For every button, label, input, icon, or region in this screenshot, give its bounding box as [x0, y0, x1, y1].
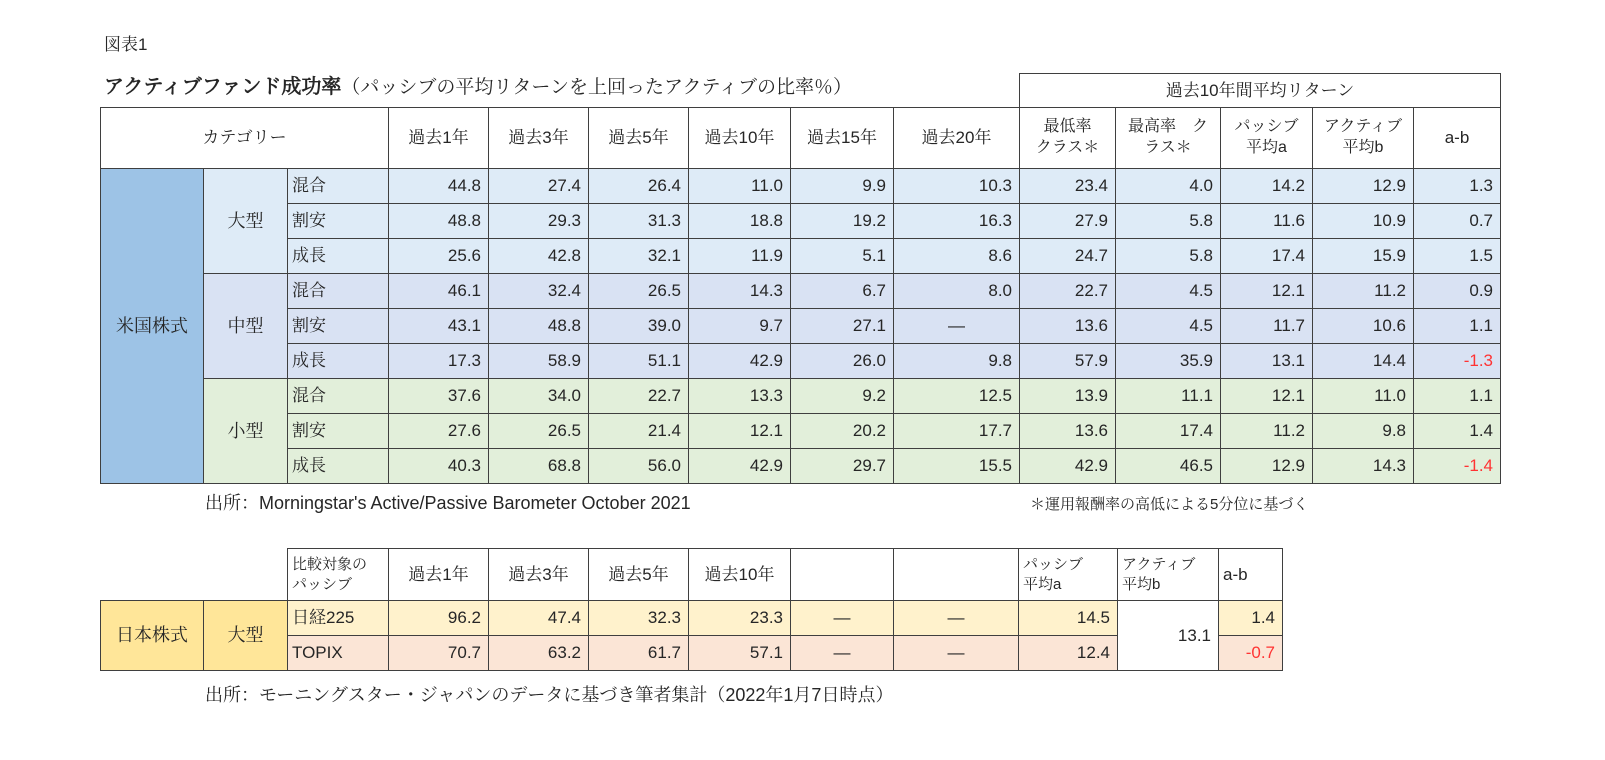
region-cell: 米国株式	[101, 169, 204, 484]
table-row	[101, 204, 1501, 239]
column-header-a-minus-b: a-b	[1219, 549, 1283, 601]
header-line: パッシブ	[1023, 556, 1084, 573]
us-span-header-row	[101, 74, 1501, 108]
source-note-jp: 出所：モーニングスター・ジャパンのデータに基づき筆者集計（2022年1月7日時点）	[205, 685, 894, 705]
column-header-past3y: 過去3年	[489, 108, 589, 169]
column-header-lowest-fee-class	[1020, 108, 1116, 169]
value-cell: 18.8	[689, 204, 791, 239]
value-cell: 8.6	[894, 239, 1020, 274]
fee-quintile-footnote: ＊運用報酬率の高低による5分位に基づく	[1030, 496, 1309, 513]
value-cell: 9.9	[791, 169, 894, 204]
us-equity-table	[100, 73, 1501, 484]
value-cell: 29.7	[791, 449, 894, 484]
value-cell: 15.9	[1313, 239, 1414, 274]
value-cell: 96.2	[389, 601, 489, 636]
value-cell: —	[894, 601, 1019, 636]
column-header-blank-2	[894, 549, 1019, 601]
value-cell: 46.5	[1116, 449, 1221, 484]
column-header-past10y: 過去10年	[689, 108, 791, 169]
benchmark-cell: 日経225	[288, 601, 389, 636]
header-line: ラス＊	[1144, 139, 1192, 156]
value-cell: 35.9	[1116, 344, 1221, 379]
value-cell: 14.3	[1313, 449, 1414, 484]
us-column-header-row	[101, 108, 1501, 169]
value-cell: 19.2	[791, 204, 894, 239]
table-row	[101, 414, 1501, 449]
size-cell: 中型	[204, 274, 288, 379]
column-header-active-avg	[1118, 549, 1219, 601]
value-cell: 10.9	[1313, 204, 1414, 239]
value-cell: 14.2	[1221, 169, 1313, 204]
value-cell: 22.7	[589, 379, 689, 414]
value-cell: 5.1	[791, 239, 894, 274]
region-cell: 日本株式	[101, 601, 204, 671]
header-line: パッシブ	[1234, 118, 1299, 136]
value-cell: 13.9	[1020, 379, 1116, 414]
value-cell: 10.6	[1313, 309, 1414, 344]
value-cell: 26.4	[589, 169, 689, 204]
value-cell: 14.3	[689, 274, 791, 309]
value-cell: 12.4	[1019, 636, 1118, 671]
value-cell: 24.7	[1020, 239, 1116, 274]
value-cell: -1.3	[1414, 344, 1501, 379]
value-cell: 11.2	[1221, 414, 1313, 449]
value-cell: 9.8	[894, 344, 1020, 379]
header-line: 最高率 ク	[1127, 118, 1208, 136]
value-cell: 1.3	[1414, 169, 1501, 204]
value-cell: 4.5	[1116, 309, 1221, 344]
ten-year-avg-return-span-header: 過去10年間平均リターン	[1020, 74, 1501, 108]
category-header: カテゴリー	[101, 108, 389, 169]
jp-header-spacer	[101, 549, 288, 601]
value-cell: 12.9	[1221, 449, 1313, 484]
value-cell: 23.3	[689, 601, 791, 636]
style-cell: 混合	[288, 274, 389, 309]
header-line: 平均b	[1122, 575, 1161, 593]
value-cell: 27.6	[389, 414, 489, 449]
value-cell: 17.4	[1116, 414, 1221, 449]
table-row	[101, 344, 1501, 379]
span-header-spacer	[101, 74, 1020, 108]
size-cell: 大型	[204, 169, 288, 274]
table-row	[101, 449, 1501, 484]
value-cell: 70.7	[389, 636, 489, 671]
value-cell: 32.1	[589, 239, 689, 274]
value-cell: 11.7	[1221, 309, 1313, 344]
value-cell: 11.6	[1221, 204, 1313, 239]
value-cell: 13.6	[1020, 309, 1116, 344]
value-cell: 9.7	[689, 309, 791, 344]
value-cell: 27.4	[489, 169, 589, 204]
value-cell: 27.1	[791, 309, 894, 344]
value-cell: 9.2	[791, 379, 894, 414]
header-line: パッシブ	[292, 575, 353, 593]
merged-active-avg-cell: 13.1	[1118, 601, 1219, 671]
column-header-passive-avg	[1221, 108, 1313, 169]
value-cell: —	[791, 601, 894, 636]
size-cell: 大型	[204, 601, 288, 671]
jp-column-header-row	[101, 549, 1283, 601]
value-cell: —	[894, 636, 1019, 671]
value-cell: 1.1	[1414, 309, 1501, 344]
benchmark-cell: TOPIX	[288, 636, 389, 671]
size-cell: 小型	[204, 379, 288, 484]
column-header-past10y: 過去10年	[689, 549, 791, 601]
value-cell: 11.1	[1116, 379, 1221, 414]
value-cell: 13.3	[689, 379, 791, 414]
value-cell: 42.9	[689, 344, 791, 379]
header-line: 比較対象の	[292, 556, 368, 573]
column-header-a-minus-b: a-b	[1414, 108, 1501, 169]
value-cell: 1.1	[1414, 379, 1501, 414]
value-cell: 26.0	[791, 344, 894, 379]
value-cell: 5.8	[1116, 239, 1221, 274]
value-cell: 40.3	[389, 449, 489, 484]
value-cell: 32.3	[589, 601, 689, 636]
column-header-benchmark-passive	[288, 549, 389, 601]
value-cell: 0.9	[1414, 274, 1501, 309]
value-cell: 17.7	[894, 414, 1020, 449]
value-cell: 68.8	[489, 449, 589, 484]
table-row	[101, 309, 1501, 344]
value-cell: 21.4	[589, 414, 689, 449]
value-cell: 61.7	[589, 636, 689, 671]
value-cell: 63.2	[489, 636, 589, 671]
ab-value-cell: -0.7	[1219, 636, 1283, 671]
value-cell: 12.1	[1221, 379, 1313, 414]
ab-value-cell: 1.4	[1219, 601, 1283, 636]
value-cell: 1.4	[1414, 414, 1501, 449]
value-cell: 27.9	[1020, 204, 1116, 239]
column-header-blank-1	[791, 549, 894, 601]
style-cell: 成長	[288, 239, 389, 274]
value-cell: 48.8	[489, 309, 589, 344]
value-cell: 46.1	[389, 274, 489, 309]
value-cell: 29.3	[489, 204, 589, 239]
value-cell: 51.1	[589, 344, 689, 379]
figure-label: 図表1	[104, 35, 148, 54]
table-row	[101, 169, 1501, 204]
value-cell: 43.1	[389, 309, 489, 344]
value-cell: 58.9	[489, 344, 589, 379]
value-cell: 10.3	[894, 169, 1020, 204]
value-cell: -1.4	[1414, 449, 1501, 484]
column-header-past1y: 過去1年	[389, 549, 489, 601]
value-cell: 13.6	[1020, 414, 1116, 449]
figure-title-paren: （パッシブの平均リターンを上回ったアクティブの比率％）	[341, 77, 852, 98]
value-cell: 57.1	[689, 636, 791, 671]
style-cell: 混合	[288, 169, 389, 204]
value-cell: 26.5	[489, 414, 589, 449]
value-cell: 9.8	[1313, 414, 1414, 449]
value-cell: 17.3	[389, 344, 489, 379]
value-cell: —	[894, 309, 1020, 344]
column-header-past1y: 過去1年	[389, 108, 489, 169]
value-cell: 14.5	[1019, 601, 1118, 636]
value-cell: 4.5	[1116, 274, 1221, 309]
value-cell: 8.0	[894, 274, 1020, 309]
value-cell: 15.5	[894, 449, 1020, 484]
header-line: 平均b	[1342, 139, 1384, 156]
value-cell: 48.8	[389, 204, 489, 239]
value-cell: 44.8	[389, 169, 489, 204]
value-cell: 47.4	[489, 601, 589, 636]
value-cell: 42.9	[1020, 449, 1116, 484]
source-note-us: 出所：Morningstar's Active/Passive Barometer October 2021	[205, 493, 691, 513]
value-cell: 11.0	[1313, 379, 1414, 414]
value-cell: 4.0	[1116, 169, 1221, 204]
header-line: 平均a	[1246, 139, 1287, 156]
value-cell: 56.0	[589, 449, 689, 484]
value-cell: 16.3	[894, 204, 1020, 239]
style-cell: 割安	[288, 309, 389, 344]
column-header-active-avg	[1313, 108, 1414, 169]
value-cell: 26.5	[589, 274, 689, 309]
header-line: 平均a	[1023, 575, 1062, 593]
value-cell: 23.4	[1020, 169, 1116, 204]
value-cell: 6.7	[791, 274, 894, 309]
table-row	[101, 239, 1501, 274]
value-cell: 14.4	[1313, 344, 1414, 379]
header-line: アクティブ	[1323, 118, 1403, 136]
value-cell: 32.4	[489, 274, 589, 309]
value-cell: 12.1	[689, 414, 791, 449]
style-cell: 割安	[288, 204, 389, 239]
value-cell: 12.9	[1313, 169, 1414, 204]
header-line: アクティブ	[1122, 556, 1196, 573]
style-cell: 割安	[288, 414, 389, 449]
value-cell: 25.6	[389, 239, 489, 274]
value-cell: 11.0	[689, 169, 791, 204]
value-cell: 11.9	[689, 239, 791, 274]
value-cell: 37.6	[389, 379, 489, 414]
value-cell: —	[791, 636, 894, 671]
value-cell: 17.4	[1221, 239, 1313, 274]
value-cell: 11.2	[1313, 274, 1414, 309]
value-cell: 42.8	[489, 239, 589, 274]
column-header-past5y: 過去5年	[589, 108, 689, 169]
column-header-past3y: 過去3年	[489, 549, 589, 601]
value-cell: 57.9	[1020, 344, 1116, 379]
figure-title-bold: アクティブファンド成功率	[104, 76, 342, 98]
value-cell: 20.2	[791, 414, 894, 449]
value-cell: 0.7	[1414, 204, 1501, 239]
table-row	[101, 379, 1501, 414]
value-cell: 22.7	[1020, 274, 1116, 309]
column-header-past15y: 過去15年	[791, 108, 894, 169]
value-cell: 5.8	[1116, 204, 1221, 239]
column-header-past20y: 過去20年	[894, 108, 1020, 169]
value-cell: 12.5	[894, 379, 1020, 414]
header-line: クラス＊	[1035, 139, 1100, 156]
table-row	[101, 601, 1283, 636]
value-cell: 13.1	[1221, 344, 1313, 379]
jp-equity-table	[100, 548, 1283, 671]
value-cell: 1.5	[1414, 239, 1501, 274]
value-cell: 34.0	[489, 379, 589, 414]
table-row	[101, 274, 1501, 309]
header-line: 最低率	[1043, 118, 1092, 136]
column-header-highest-fee-class	[1116, 108, 1221, 169]
value-cell: 12.1	[1221, 274, 1313, 309]
column-header-passive-avg	[1019, 549, 1118, 601]
column-header-past5y: 過去5年	[589, 549, 689, 601]
value-cell: 42.9	[689, 449, 791, 484]
style-cell: 混合	[288, 379, 389, 414]
value-cell: 39.0	[589, 309, 689, 344]
style-cell: 成長	[288, 344, 389, 379]
value-cell: 31.3	[589, 204, 689, 239]
style-cell: 成長	[288, 449, 389, 484]
